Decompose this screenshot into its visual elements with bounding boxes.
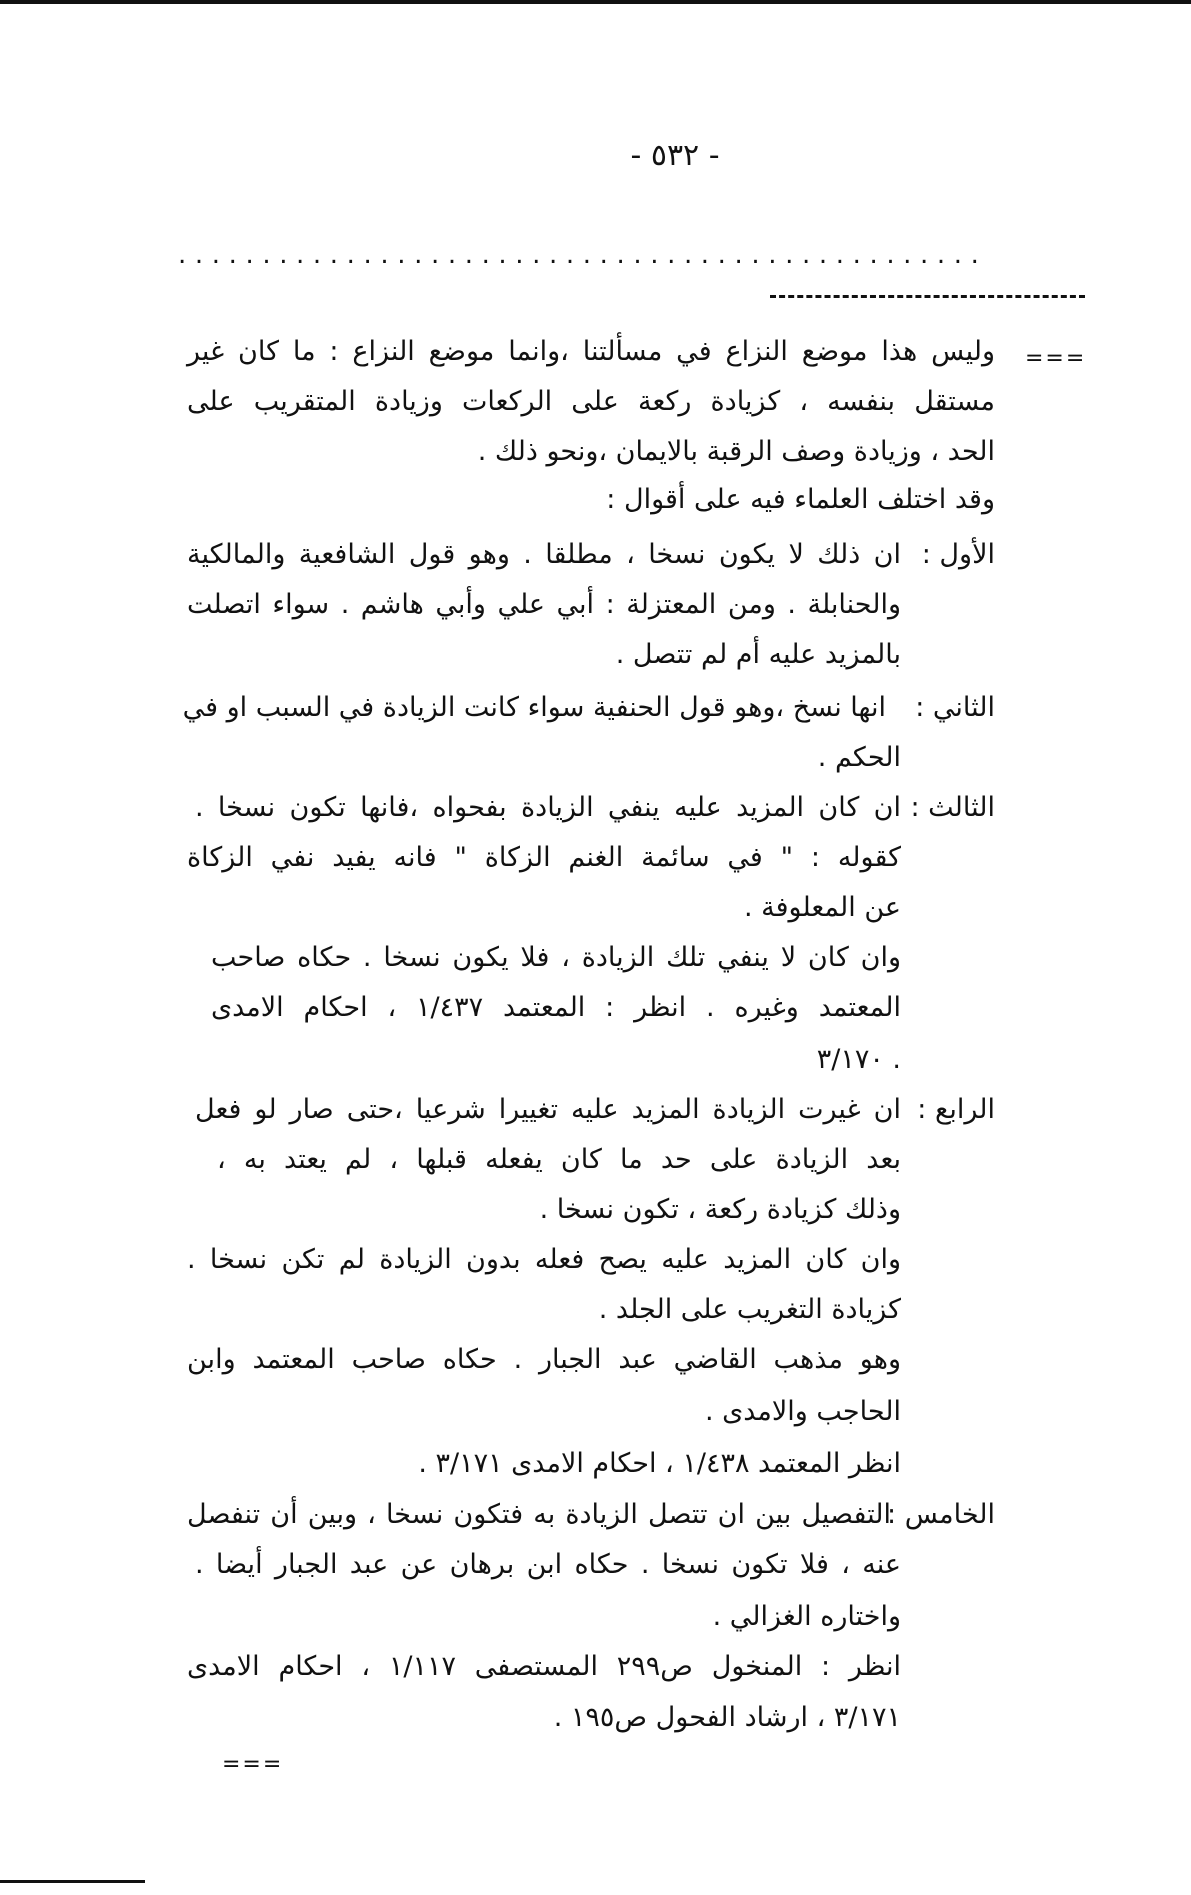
section-fourth-line-6: وهو مذهب القاضي عبد الجبار . حكاه صاحب المعتمد وابن: [187, 1344, 901, 1375]
section-label-fifth: الخامس :: [887, 1499, 995, 1530]
bottom-border: [0, 1880, 145, 1883]
section-fifth-line-1: التفصيل بين ان تتصل الزيادة به فتكون نسخا ، وبين أن تنفصل: [187, 1499, 891, 1530]
section-first-line-3: بالمزيد عليه أم لم تتصل .: [615, 639, 901, 670]
section-third-line-5: المعتمد وغيره . انظر : المعتمد ١/٤٣٧ ، احكام الامدى: [211, 992, 901, 1023]
section-third-line-1: ان كان المزيد عليه ينفي الزيادة بفحواه ،فانها تكون نسخا .: [195, 792, 901, 823]
footnote-end-marker: ===: [222, 1752, 284, 1777]
section-fourth-line-8: انظر المعتمد ١/٤٣٨ ، احكام الامدى ٣/١٧١ .: [418, 1448, 901, 1479]
intro-line-3: الحد ، وزيادة وصف الرقبة بالايمان ،ونحو ذلك .: [477, 436, 995, 467]
section-second-line-2: الحكم .: [817, 742, 901, 773]
dotted-separator: ................................................: [178, 240, 988, 270]
section-fourth-line-7: الحاجب والامدى .: [704, 1396, 901, 1427]
footnote-dashed-rule: [770, 295, 1085, 298]
top-border: [0, 0, 1191, 4]
section-fourth-line-4: وان كان المزيد عليه يصح فعله بدون الزيادة لم تكن نسخا .: [187, 1244, 901, 1275]
section-label-first: الأول :: [921, 539, 995, 570]
section-fourth-line-3: وذلك كزيادة ركعة ، تكون نسخا .: [539, 1194, 901, 1225]
section-third-line-4: وان كان لا ينفي تلك الزيادة ، فلا يكون نسخا . حكاه صاحب: [211, 942, 901, 973]
intro-line-4: وقد اختلف العلماء فيه على أقوال :: [606, 484, 995, 515]
section-fifth-line-3: واختاره الغزالي .: [712, 1601, 901, 1632]
section-fourth-line-5: كزيادة التغريب على الجلد .: [598, 1294, 901, 1325]
section-label-third: الثالث :: [910, 792, 995, 823]
section-third-line-3: عن المعلوفة .: [743, 892, 901, 923]
section-first-line-1: ان ذلك لا يكون نسخا ، مطلقا . وهو قول الشافعية والمالكية: [187, 539, 901, 570]
section-third-line-6: ٣/١٧٠ .: [816, 1044, 901, 1075]
section-fourth-line-1: ان غيرت الزيادة المزيد عليه تغييرا شرعيا ،حتى صار لو فعل: [195, 1094, 901, 1125]
section-second-line-1: انها نسخ ،وهو قول الحنفية سواء كانت الزيادة في السبب او في: [182, 692, 886, 723]
section-third-line-2: كقوله : " في سائمة الغنم الزكاة " فانه يفيد نفي الزكاة: [187, 842, 901, 873]
section-label-fourth: الرابع :: [917, 1094, 995, 1125]
intro-line-1: وليس هذا موضع النزاع في مسألتنا ،وانما موضع النزاع : ما كان غير: [187, 336, 995, 367]
intro-line-2: مستقل بنفسه ، كزيادة ركعة على الركعات وزيادة المتقريب على: [187, 386, 995, 417]
section-fifth-line-5: ٣/١٧١ ، ارشاد الفحول ص١٩٥ .: [553, 1702, 901, 1733]
section-fourth-line-2: بعد الزيادة على حد ما كان يفعله قبلها ، لم يعتد به ،: [217, 1144, 901, 1175]
section-first-line-2: والحنابلة . ومن المعتزلة : أبي علي وأبي هاشم . سواء اتصلت: [187, 589, 901, 620]
footnote-start-marker: ===: [1025, 346, 1087, 371]
section-fifth-line-2: عنه ، فلا تكون نسخا . حكاه ابن برهان عن عبد الجبار أيضا .: [195, 1549, 901, 1580]
section-label-second: الثاني :: [915, 692, 995, 723]
page-number: - ٥٣٢ -: [630, 138, 720, 173]
section-fifth-line-4: انظر : المنخول ص٢٩٩ المستصفى ١/١١٧ ، احكام الامدى: [187, 1651, 901, 1682]
